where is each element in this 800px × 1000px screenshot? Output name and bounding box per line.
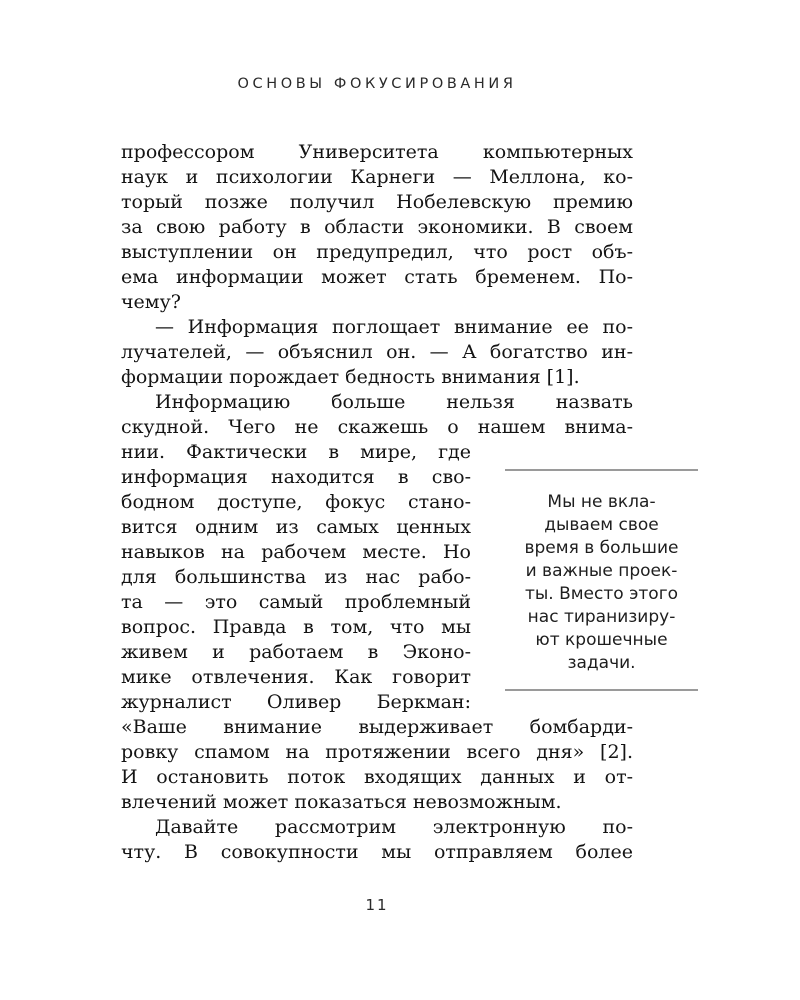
text-line: торый позже получил Нобелевскую премию <box>121 191 633 213</box>
text-line: влечений может показаться невозможным. <box>121 791 562 813</box>
pull-quote-line: ют крошечные <box>535 630 668 650</box>
text-line: скудной. Чего не скажешь о нашем внима- <box>121 416 633 438</box>
text-line: Давайте рассмотрим электронную по- <box>155 816 633 838</box>
text-line: чему? <box>121 291 181 313</box>
text-line: за свою работу в области экономики. В своем <box>121 216 633 238</box>
text-line: формации порождает бедность внимания [1]. <box>121 366 580 388</box>
text-line: мике отвлечения. Как говорит <box>121 666 471 688</box>
pull-quote-line: время в большие <box>524 538 679 558</box>
text-line: ровку спамом на протяжении всего дня» [2]. <box>121 741 633 763</box>
text-line: живем и работаем в Эконо- <box>121 641 471 663</box>
text-line: бодном доступе, фокус стано- <box>121 491 471 513</box>
text-line: информация находится в сво- <box>121 466 471 488</box>
text-line: журналист Оливер Беркман: <box>121 691 471 713</box>
text-line: профессором Университета компьютерных <box>121 141 633 163</box>
text-line: вится одним из самых ценных <box>121 516 471 538</box>
text-line: наук и психологии Карнеги — Меллона, ко- <box>121 166 633 188</box>
running-title: ОСНОВЫ ФОКУСИРОВАНИЯ <box>237 76 517 92</box>
pull-quote-line: дываем свое <box>544 515 659 535</box>
pull-quote-top-rule <box>505 469 698 471</box>
pull-quote-line: и важные проек- <box>525 561 678 581</box>
pull-quote <box>495 491 708 675</box>
text-line: ема информации может стать бременем. По- <box>121 266 633 288</box>
text-line: — Информация поглощает внимание ее по- <box>155 316 633 338</box>
text-line: для большинства из нас рабо- <box>121 566 471 588</box>
page-number: 11 <box>365 896 389 914</box>
text-line: нии. Фактически в мире, где <box>121 441 471 463</box>
text-line: вопрос. Правда в том, что мы <box>121 616 471 638</box>
text-line: та — это самый проблемный <box>121 591 471 613</box>
pull-quote-line: нас тиранизиру- <box>527 607 676 627</box>
text-line: «Ваше внимание выдерживает бомбарди- <box>121 716 633 738</box>
pull-quote-line: Мы не вкла- <box>547 492 656 512</box>
text-line: чту. В совокупности мы отправляем более <box>121 841 633 863</box>
text-line: выступлении он предупредил, что рост объ- <box>121 241 633 263</box>
pull-quote-bottom-rule <box>505 689 698 691</box>
pull-quote-line: задачи. <box>567 653 636 673</box>
pull-quote-line: ты. Вместо этого <box>524 584 679 604</box>
text-line: Информацию больше нельзя назвать <box>155 391 633 413</box>
text-line: лучателей, — объяснил он. — А богатство ин- <box>121 341 633 363</box>
text-line: И остановить поток входящих данных и от- <box>121 766 633 788</box>
text-line: навыков на рабочем месте. Но <box>121 541 471 563</box>
